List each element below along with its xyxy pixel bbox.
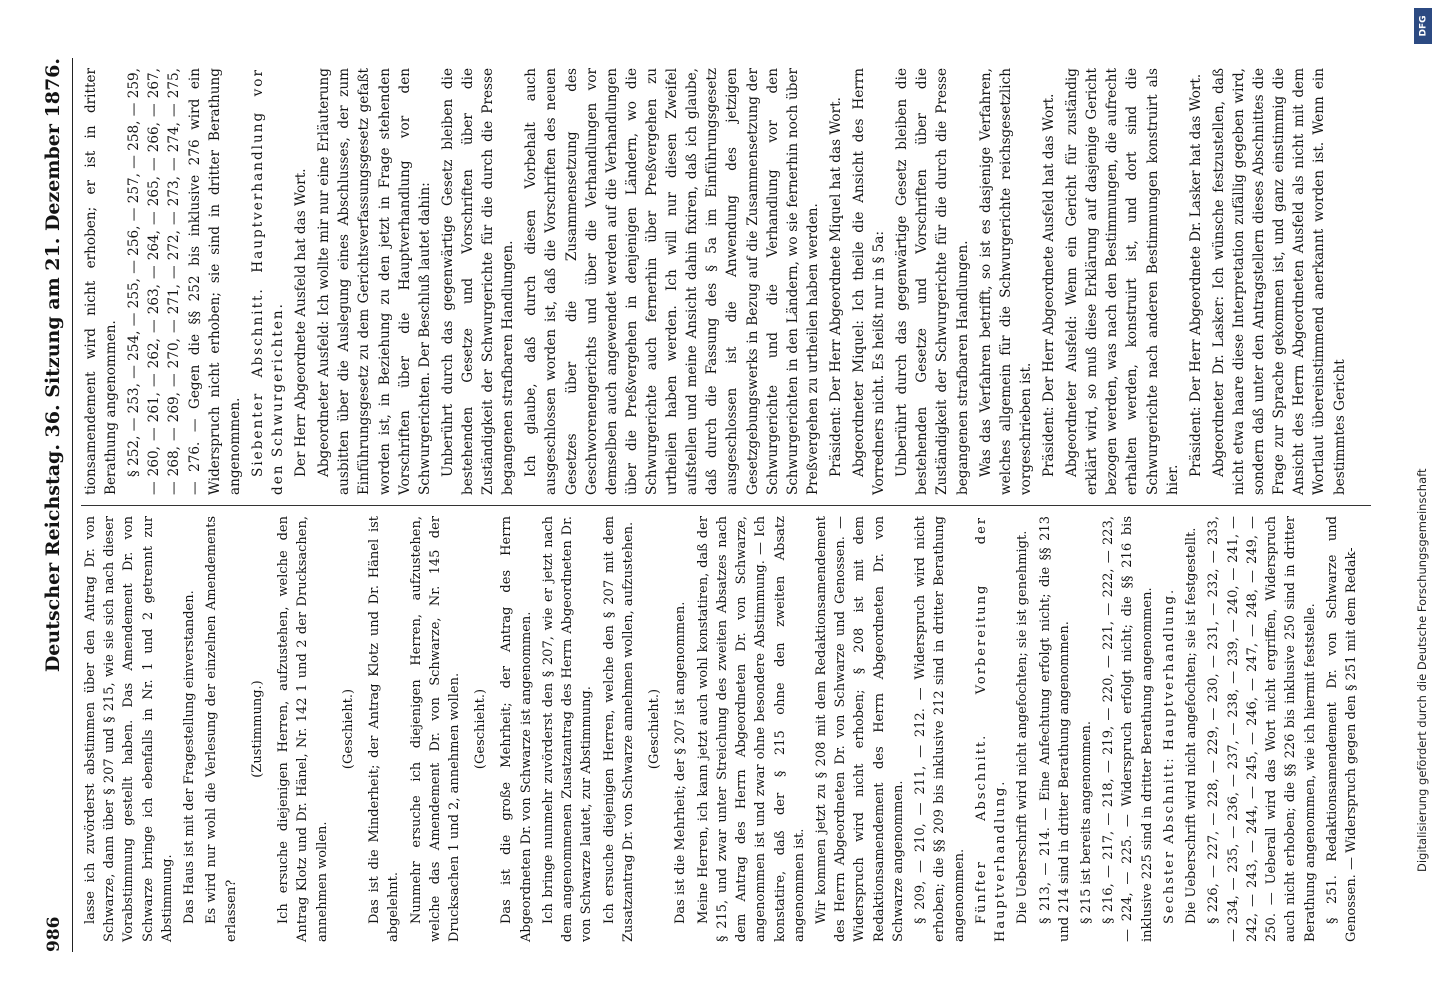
- section-heading: Fünfter Abschnitt. Vorbereitung der Hauptverhandlung.: [973, 516, 1009, 942]
- remark: (Zustimmung.): [249, 680, 265, 778]
- paragraph: lasse ich zuvörderst abstimmen über den Antrag Dr. von Schwarze, dann über § 207 und § 215, wie sie sich nach dieser Vorabstimmung gestellt haben. Das Amendement Dr. von Schwarze bringe ich ebenfalls in Nr. 1 und 2 getrennt zur Abstimmung.: [83, 516, 175, 942]
- text-columns: [81, 58, 1371, 952]
- speaker-paragraph: Präsident: Der Herr Abgeordnete Dr. Lasker hat das Wort.: [1187, 73, 1204, 477]
- remark: (Geschieht.): [473, 688, 489, 770]
- remark: (Geschieht.): [340, 688, 356, 770]
- paragraph: Ich bringe nunmehr zuvörderst den § 207, wie er jetzt nach dem angenommenen Zusatzantrag des Herrn Abgeordneten Dr. von Schwarze lautet, zur Abstimmung.: [540, 516, 595, 942]
- right-column: [81, 58, 1371, 505]
- paragraph: § 215 ist bereits angenommen.: [1079, 720, 1095, 924]
- paragraph: Das ist die Minderheit; der Antrag Klotz und Dr. Hänel ist abgelehnt.: [367, 516, 402, 942]
- paragraph: Was das Verfahren betrifft, so ist es dasjenige Verfahren, welches allgemein für die Schwurgerichte reichsgesetzlich vorgeschrieben ist.: [977, 68, 1034, 495]
- section-heading: Siebenter Abschnitt. Hauptverhandlung vor den Schwurgerichten.: [249, 68, 286, 495]
- quotation: Unberührt durch das gegenwärtige Gesetz bleiben die bestehenden Gesetze und Vorschriften über die Zuständigkeit der Schwurgerichte für die durch die Presse begangenen strafbaren Handlungen.: [439, 68, 517, 495]
- speaker-paragraph: Abgeordneter Dr. Lasker: Ich wünsche festzustellen, daß nicht etwa haare diese Interpretation zufällig gegeben wird, sondern daß unter den Antragstellern dieses Abschnittes die Frage zur Sprache gekommen ist, und ganz einstimmig die Ansicht des Herrn Abgeordneten Ausfeld als nicht mit dem Wortlaut übereinstimmend anerkannt worden ist. Wenn ein bestimmtes Gericht: [1210, 68, 1348, 495]
- speaker-paragraph: Abgeordneter Ausfeld: Wenn ein Gericht für zuständig erklärt wird, so muß diese Erklärung auf dasjenige Gericht bezogen werden, was nach den Bestimmungen, die aufrecht erhalten werden, konstruirt ist, und dort sind die Schwurgerichte nach anderen Bestimmungen konstruirt als hier.: [1064, 68, 1181, 495]
- paragraph: Das Haus ist mit der Fragestellung einverstanden.: [182, 590, 198, 924]
- paragraph: Der Herr Abgeordnete Ausfeld hat das Wort.: [293, 168, 310, 477]
- digitization-credit: [1413, 12, 1432, 988]
- paragraph: § 251. Redaktionsamendement Dr. von Schwarze und Genossen. — Widerspruch gegen den § 251 mit dem Redak-: [1324, 516, 1360, 942]
- paragraph: § 213, — 214. — Eine Anfechtung erfolgt nicht; die §§ 213 und 214 sind in dritter Berathung angenommen.: [1037, 516, 1072, 942]
- credit-text: Digitalisierung gefördert durch die Deutsche Forschungsgemeinschaft: [1415, 468, 1429, 872]
- paragraph: Nunmehr ersuche ich diejenigen Herren, aufzustehen, welche das Amendement Dr. von Schwarze, Nr. 145 der Drucksachen 1 und 2, annehmen wollen.: [408, 516, 462, 942]
- paragraph: tionsamendement wird nicht erhoben; er ist in dritter Berathung angenommen.: [83, 68, 120, 495]
- newspaper-page: [8, 0, 1378, 1000]
- paragraph: Abgeordneter Ausfeld: Ich wollte mir nur eine Erläuterung ausbitten über die Auslegung eines Abschlusses, der zum Einführungsgesetz zu dem Gerichtsverfassungsgesetz gefaßt worden ist, in Beziehung zu den jetzt in Frage stehenden Vorschriften über die Hauptverhandlung vor den Schwurgerichten. Der Beschluß lautet dahin:: [316, 68, 433, 495]
- page-number: 986: [44, 916, 64, 952]
- paragraph: Ich glaube, daß durch diesen Vorbehalt auch ausgeschlossen worden ist, daß die Vorschriften des neuen Gesetzes über die Zusammensetzung des Geschworenengerichts und über die Verhandlungen vor demselben auch angewendet werden auf die Verhandlungen über die Preßvergehen in denjenigen Ländern, wo die Schwurgerichte auch fernerhin über Preßvergehen zu urtheilen haben werden. Ich will nur diesen Zweifel aufstellen und meine Ansicht dahin fixiren, daß ich glaube, daß durch die Fassung des § 5a im Einführungsgesetz ausgeschlossen ist die Anwendung des jetzigen Gesetzgebungswerks in Bezug auf die Zusammensetzung der Schwurgerichte und die Verhandlung vor den Schwurgerichten in den Ländern, wo sie fernerhin noch über Preßvergehen zu urtheilen haben werden.: [523, 68, 821, 495]
- section-heading: Sechster Abschnitt: Hauptverhandlung.: [1161, 587, 1177, 924]
- page-header: [42, 58, 73, 952]
- quotation: Unberührt durch das gegenwärtige Gesetz bleiben die bestehenden Gesetze und Vorschriften über die Zuständigkeit der Schwurgerichte für die durch die Presse begangenen strafbaren Handlungen.: [894, 68, 971, 495]
- page-title: Deutscher Reichstag. 36. Sitzung am 21. Dezember 1876.: [42, 58, 64, 673]
- paragraph: Das ist die große Mehrheit; der Antrag des Herrn Abgeordneten Dr. von Schwarze ist angenommen.: [499, 516, 534, 942]
- paragraph: Die Ueberschrift wird nicht angefochten; sie ist genehmigt.: [1015, 530, 1031, 924]
- paragraph: Wir kommen jetzt zu § 208 mit dem Redaktionsamendement des Herrn Abgeordneten Dr. von Schwarze und Genossen. — Widerspruch wird nicht erhoben; § 208 ist mit dem Redaktionsamendement des Herrn Abgeordneten Dr. von Schwarze angenommen.: [813, 516, 906, 942]
- paragraph: Das ist die Mehrheit; der § 207 ist angenommen.: [673, 601, 689, 924]
- paragraph: § 216, — 217, — 218, — 219, — 220, — 221, — 222, — 223, — 224, — 225. — Widerspruch erfolgt nicht; die §§ 216 bis inklusive 225 sind in dritter Berathung angenommen.: [1101, 516, 1155, 942]
- paragraph: Ich ersuche diejenigen Herren, aufzustehen, welche den Antrag Klotz und Dr. Hänel, Nr. 142 1 und 2 der Drucksachen, annehmen wollen.: [276, 516, 330, 942]
- speaker-paragraph: Präsident: Der Herr Abgeordnete Ausfeld hat das Wort.: [1041, 93, 1058, 477]
- left-column: [81, 505, 1371, 952]
- paragraph: Es wird nur wohl die Verlesung der einzelnen Amendements erlassen?: [204, 516, 239, 942]
- paragraph: § 209, — 210, — 211, — 212. — Widerspruch wird nicht erhoben; die §§ 209 bis inklusive 212 sind in dritter Berathung angenommen.: [913, 516, 967, 942]
- paragraph: Die Ueberschrift wird nicht angefochten; sie ist festgestellt.: [1184, 527, 1200, 924]
- remark: (Geschieht.): [647, 688, 663, 770]
- speaker-paragraph: Präsident: Der Herr Abgeordnete Miquel hat das Wort.: [827, 97, 844, 477]
- paragraph: Ich ersuche diejenigen Herren, welche den § 207 mit dem Zusatzantrag Dr. von Schwarze annehmen wollen, aufzustehen.: [601, 516, 636, 942]
- paragraph: Meine Herren, ich kann jetzt auch wohl konstatiren, daß der § 215, und zwar unter Streichung des zweiten Absatzes nach dem Antrag des Herrn Abgeordneten Dr. von Schwarze, angenommen ist und zwar ohne besondere Abstimmung. — Ich konstatire, daß der § 215 ohne den zweiten Absatz angenommen ist.: [695, 516, 807, 942]
- paragraph: § 226, — 227, — 228, — 229, — 230, — 231, — 232, — 233, — 234, — 235, — 236, — 237, — 238, — 239, — 240, — 241, — 242, — 243, — 244, — 245, — 246, — 247, — 248, — 249, — 250. — Ueberall wird das Wort nicht ergriffen, Widerspruch auch nicht erhoben; die §§ 226 bis inklusive 250 sind in dritter Berathung angenommen, wie ich hiermit feststelle.: [1206, 516, 1318, 942]
- paragraph: § 252, — 253, — 254, — 255, — 256, — 257, — 258, — 259, — 260, — 261, — 262, — 263, — 264, — 265, — 266, — 267, — 268, — 269, — 270, — 271, — 272, — 273, — 274, — 275, — 276. — Gegen die §§ 252 bis inklusive 276 wird ein Widerspruch nicht erhoben; sie sind in dritter Berathung angenommen.: [126, 68, 243, 495]
- speaker-paragraph: Abgeordneter Miquel: Ich theile die Ansicht des Herrn Vorredners nicht. Es heißt nur in § 5a:: [851, 68, 888, 495]
- dfg-logo: DFG: [1414, 8, 1432, 44]
